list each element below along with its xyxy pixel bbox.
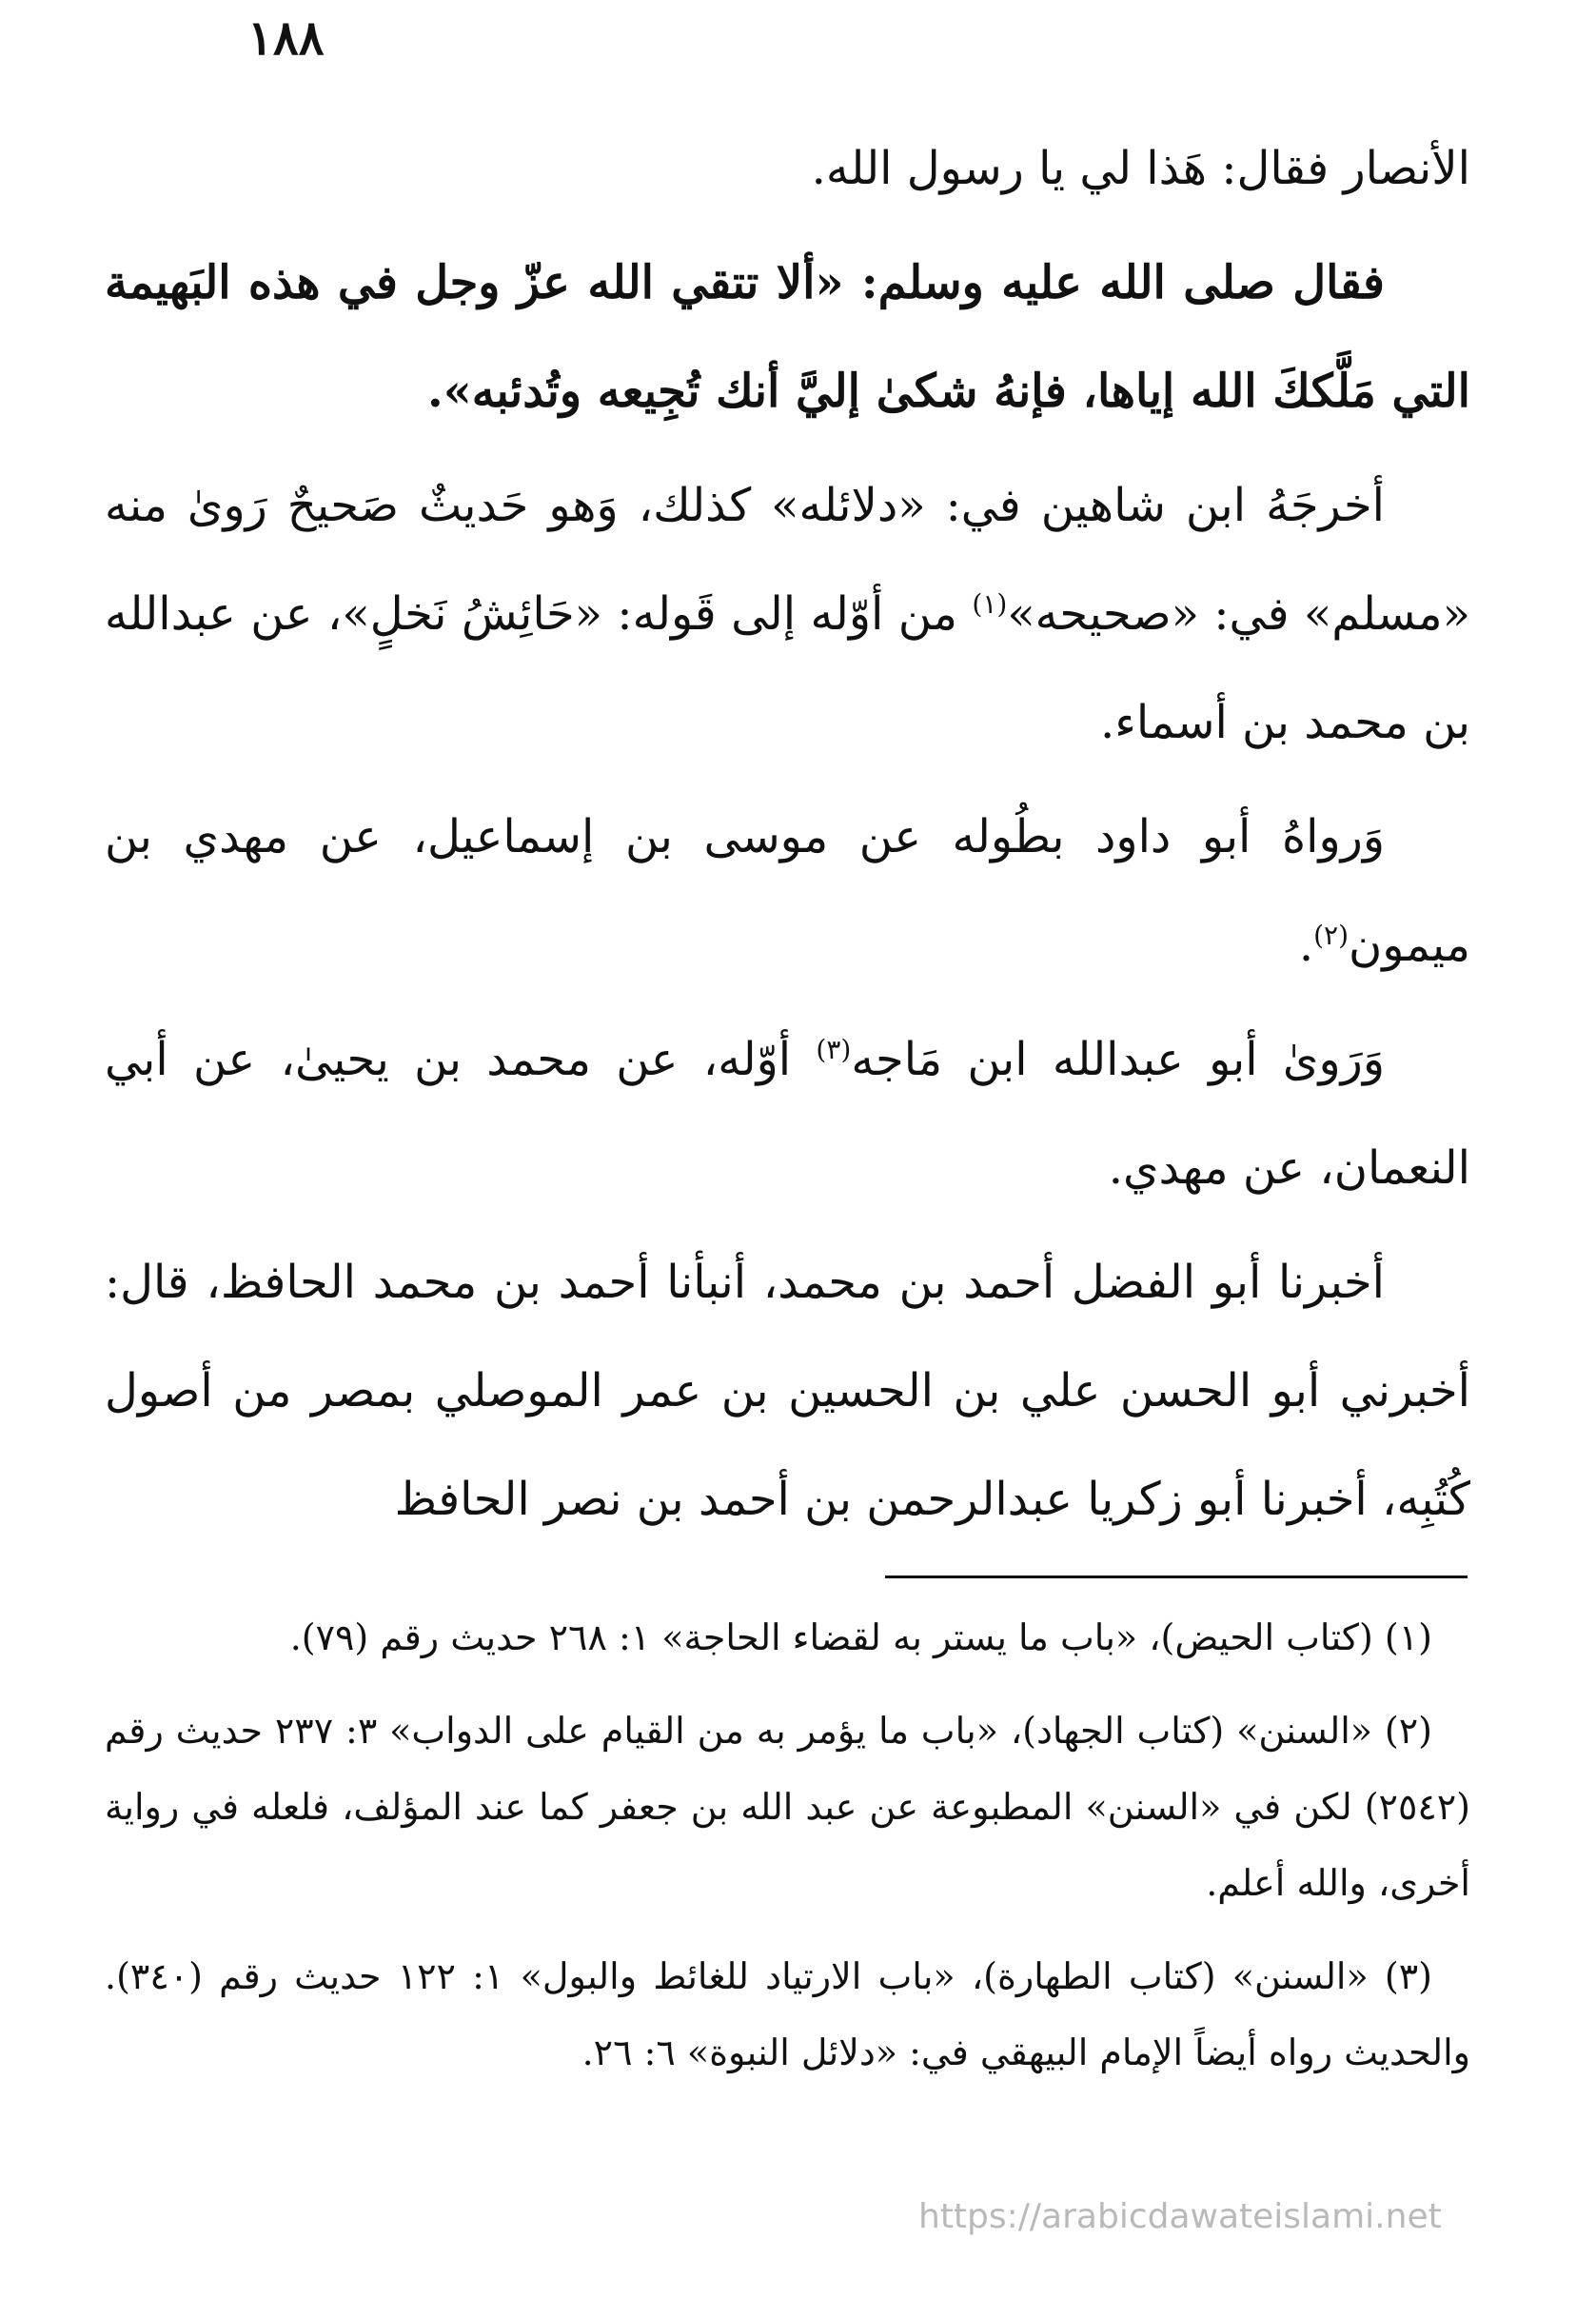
footnote-ref-1: (١) [972,588,1008,620]
footnotes [105,1599,1470,2108]
paragraph-5 [105,1005,1470,1222]
paragraph-5-text: وَرَوىٰ أبو عبدالله ابن مَاجه [851,1033,1385,1086]
paragraph-3-text: أخرجَهُ ابن شاهين في: «دلائله» كذلك، وَهو حَديثٌ صَحيحٌ رَوىٰ منه «مسلم» في: «صحيحه» [105,479,1471,641]
footnote-3: (٣) «السنن» (كتاب الطهارة)، «باب الارتياد للغائط والبول» ١: ١٢٢ حديث رقم (٣٤٠). والحديث رواه أيضاً الإمام البيهقي في: «دلائل النبوة» ٦: ٢٦. [105,1955,1470,2073]
footnote-2: (٢) «السنن» (كتاب الجهاد)، «باب ما يؤمر به من القيام على الدواب» ٣: ٢٣٧ حديث رقم (٢٥٤٢) لكن في «السنن» المطبوعة عن عبد الله بن جعفر كما عند المؤلف، فلعله في رواية أخرى، والله أعلم. [105,1710,1470,1904]
paragraph-4 [105,783,1470,1000]
footnote-1: (١) (كتاب الحيض)، «باب ما يستر به لقضاء الحاجة» ١: ٢٦٨ حديث رقم (٧٩). [289,1616,1432,1658]
footnote-ref-3: (٣) [816,1034,852,1065]
paragraph-3 [105,451,1470,777]
footnote-separator [885,1576,1468,1578]
paragraph-1: الأنصار فقال: هَذا لي يا رسول الله. [811,142,1470,195]
watermark-url: https://arabicdawateislami.net [918,2197,1442,2236]
paragraph-5-text-end: أوّله، عن محمد بن يحيىٰ، عن أبي النعمان، عن مهدي. [105,1033,1470,1195]
paragraph-4-text-end: . [1298,919,1314,972]
paragraph-4-text: وَرواهُ أبو داود بطُوله عن موسى بن إسماعيل، عن مهدي بن ميمون [105,810,1470,972]
paragraph-2: فقال صلى الله عليه وسلم: «ألا تتقي الله عزّ وجل في هذه البَهيمة التي مَلَّككَ الله إياها، فإنهُ شكىٰ إليَّ أنك تُجِيعه وتُدئبه». [105,256,1470,418]
paragraph-6: أخبرنا أبو الفضل أحمد بن محمد، أنبأنا أحمد بن محمد الحافظ، قال: أخبرني أبو الحسن علي بن الحسين بن عمر الموصلي بمصر من أصول كُتُبِه، أخبرنا أبو زكريا عبدالرحمن بن أحمد بن نصر الحافظ [105,1256,1471,1526]
main-text [105,114,1470,1554]
page-number: ١٨٨ [247,10,325,66]
footnote-ref-2: (٢) [1313,920,1349,951]
paragraph-3-text-end: من أوّله إلى قَوله: «حَائِشُ نَخلٍ»، عن عبدالله بن محمد بن أسماء. [105,587,1470,749]
